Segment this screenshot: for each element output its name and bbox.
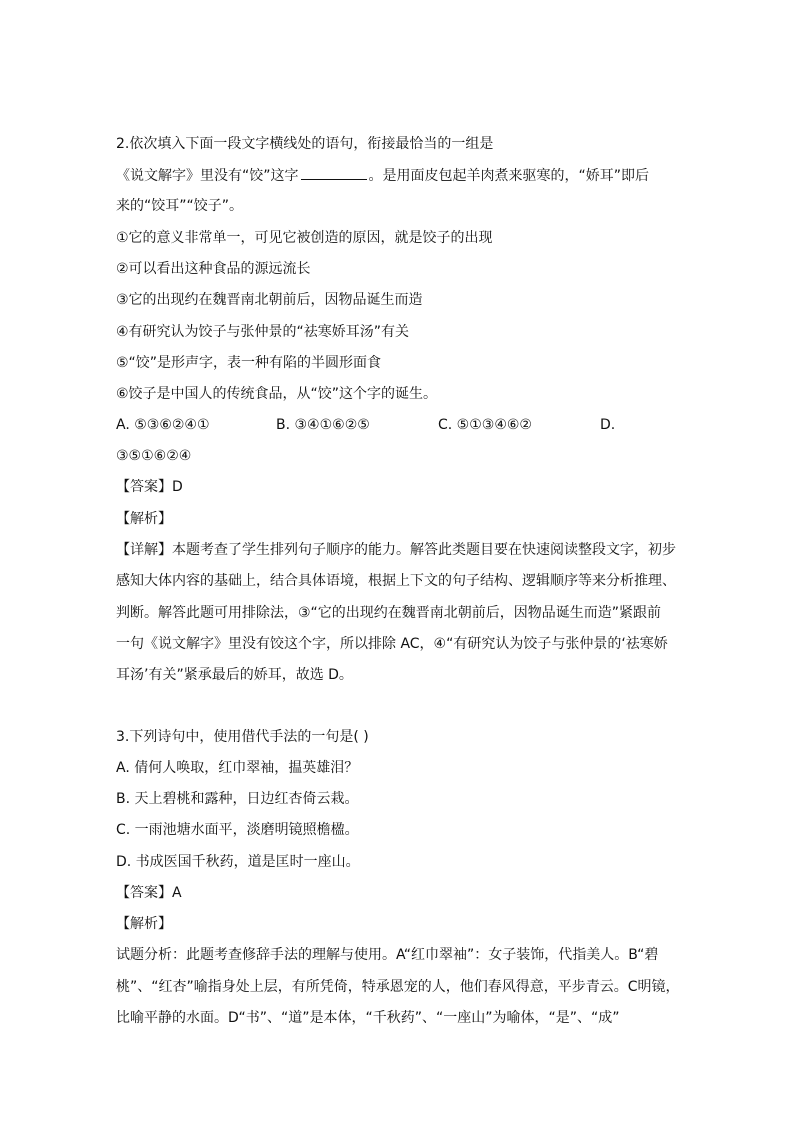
q2-detail-line-4: 一句《说文解字》里没有饺这个字，所以排除 AC，④“有研究认为饺子与张仲景的‘祛寒娇 [116, 636, 668, 652]
q2-passage-line-2: 来的“饺耳”“饺子”。 [116, 198, 244, 214]
q3-option-d: D. 书成医国千秋药，道是匡时一座山。 [116, 854, 360, 870]
q2-item-2: ②可以看出这种食品的源远流长 [116, 261, 311, 277]
q2-detail-line-5: 耳汤’有关”紧承最后的娇耳，故选 D。 [116, 667, 353, 683]
q2-passage-b: 。是用面皮包起羊肉煮来驱寒的，“娇耳”即后 [368, 168, 650, 184]
q3-answer: 【答案】A [116, 885, 182, 901]
q3-detail-line-3: 比喻平静的水面。D“书”、“道”是本体，“千秋药”、“一座山”为喻体，“是”、“成” [116, 1010, 620, 1026]
q2-detail-line-3: 判断。解答此题可用排除法，③“它的出现约在魏晋南北朝前后，因物品诞生而造”紧跟前 [116, 605, 662, 621]
q2-fill-blank [301, 165, 367, 180]
q2-option-b: B. ③④①⑥②⑤ [276, 417, 370, 433]
q3-detail-line-2: 桃”、“红杏”喻指身处上层，有所凭倚，特承恩宠的人，他们春风得意，平步青云。C明镜， [116, 979, 680, 995]
q2-detail-line-1: 【详解】本题考查了学生排列句子顺序的能力。解答此类题目要在快速阅读整段文字，初步 [116, 542, 676, 558]
q3-stem: 3.下列诗句中，使用借代手法的一句是( ) [116, 729, 369, 745]
q2-answer: 【答案】D [116, 479, 183, 495]
q2-item-3: ③它的出现约在魏晋南北朝前后，因物品诞生而造 [116, 292, 423, 308]
q2-analysis-label: 【解析】 [116, 511, 172, 527]
q3-option-b: B. 天上碧桃和露种，日边红杏倚云栽。 [116, 791, 359, 807]
q2-option-a: A. ⑤③⑥②④① [116, 417, 210, 433]
q2-stem: 2.依次填入下面一段文字横线处的语句，衔接最恰当的一组是 [116, 136, 494, 152]
q3-option-c: C. 一雨池塘水面平，淡磨明镜照檐楹。 [116, 822, 359, 838]
q2-item-5: ⑤“饺”是形声字，表一种有陷的半圆形面食 [116, 355, 382, 371]
q2-option-d-label: D. [600, 417, 616, 433]
q3-detail-line-1: 试题分析：此题考查修辞手法的理解与使用。A“红巾翠袖”：女子装饰，代指美人。B“碧 [116, 947, 659, 963]
q2-passage-a: 《说文解字》里没有“饺”这字 [116, 168, 299, 184]
q2-option-c: C. ⑤①③④⑥② [438, 417, 532, 433]
q2-detail-line-2: 感知大体内容的基础上，结合具体语境，根据上下文的句子结构、逻辑顺序等来分析推理、 [116, 573, 676, 589]
q2-item-4: ④有研究认为饺子与张仲景的“祛寒娇耳汤”有关 [116, 324, 410, 340]
q2-item-6: ⑥饺子是中国人的传统食品，从“饺”这个字的诞生。 [116, 386, 438, 402]
q2-option-d-value: ③⑤①⑥②④ [116, 448, 192, 464]
q3-analysis-label: 【解析】 [116, 916, 172, 932]
q2-passage-line-1 [116, 165, 649, 186]
q3-option-a: A. 倩何人唤取，红巾翠袖，揾英雄泪？ [116, 760, 359, 776]
q2-item-1: ①它的意义非常单一，可见它被创造的原因，就是饺子的出现 [116, 230, 493, 246]
